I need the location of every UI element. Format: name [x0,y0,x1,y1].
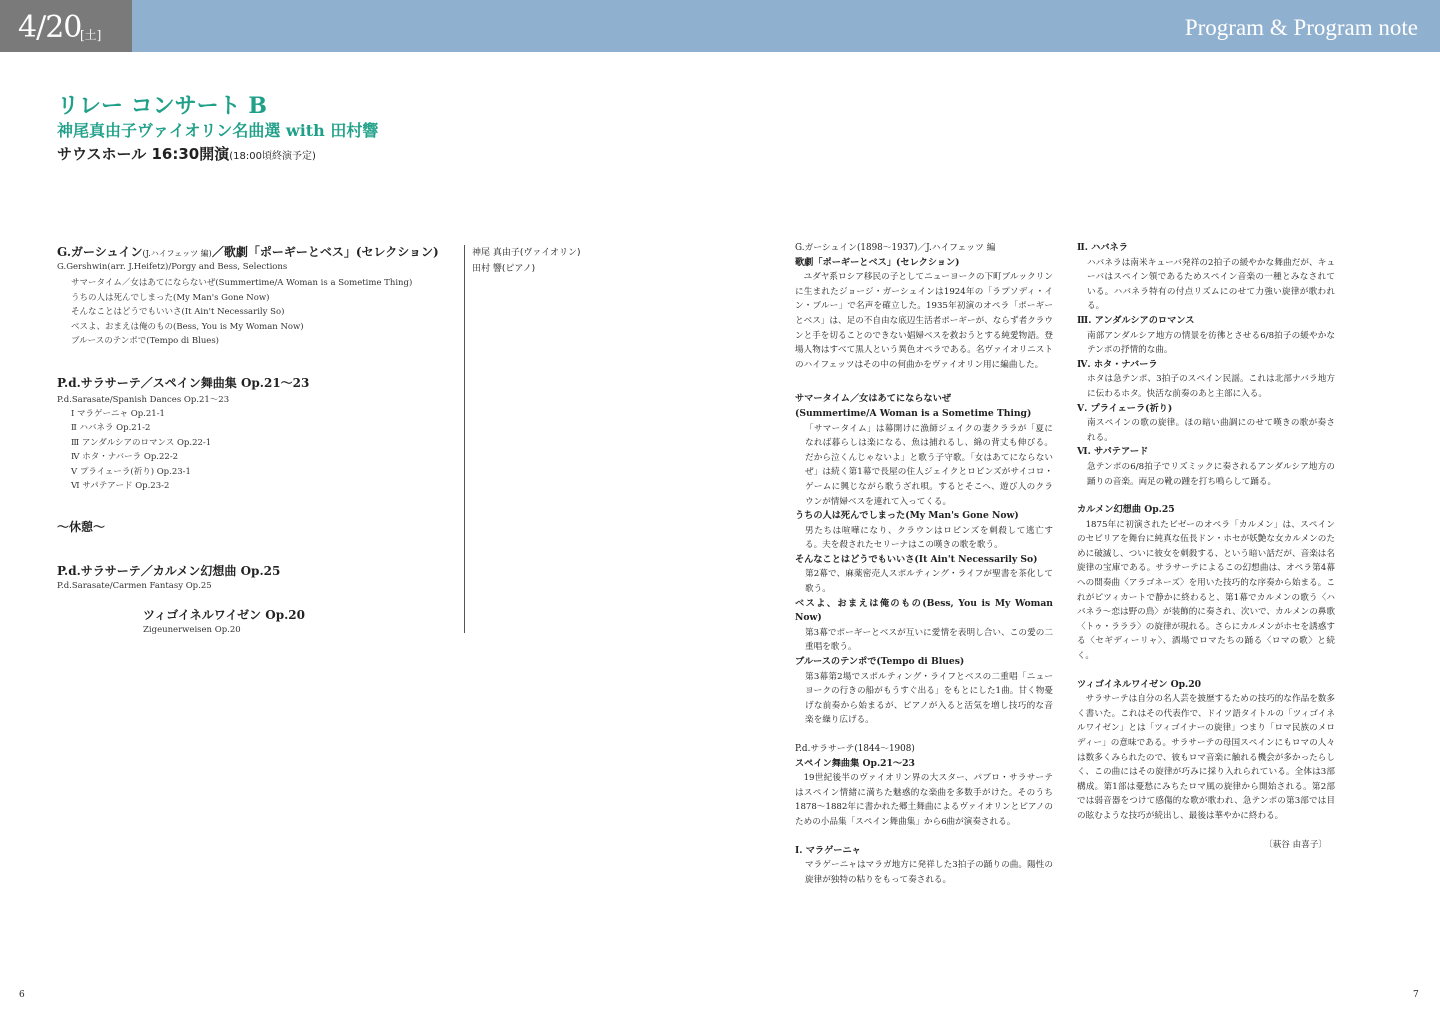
note-gershwin-title: 歌劇「ポーギーとベス」(セレクション) [795,256,960,268]
note-author: 〔萩谷 由喜子〕 [1264,839,1327,850]
note-playera-body: 南スペインの歌の旋律。ほの暗い曲調にのせて嘆きの歌が奏される。 [1087,418,1335,443]
gershwin-arranger: (J.ハイフェッツ 編) [142,249,212,258]
page-number-left: 6 [19,990,25,1000]
performer-piano: 田村 響(ピアノ) [472,264,536,274]
program-item: Ⅴ プライェーラ(祈り) Op.23-1 [71,467,191,477]
intermission: ～休憩～ [57,520,106,534]
note-playera-title: Ⅴ. プライェーラ(祈り) [1077,402,1173,414]
note-aint-title: そんなことはどうでもいいさ(It Ain't Necessarily So) [795,553,1038,565]
note-zapateado-title: Ⅵ. サパテアード [1077,446,1149,458]
note-sarasate-body: 19世紀後半のヴァイオリン界の大スター、パブロ・サラサーテはスペイン情緒に満ちた魅惑的な楽曲を多数手がけた。そのうち1878～1882年に書かれた郷土舞曲によるヴァイオリンとピアノのための小品集「スペイン舞曲集」から6曲が演奏される。 [795,773,1053,827]
note-aint-body: 第2幕で、麻薬密売人スポルティング・ライフが聖書を茶化して歌う。 [805,569,1053,595]
program-spanish-english: P.d.Sarasate/Spanish Dances Op.21～23 [57,395,230,405]
program-zigeuner-heading: ツィゴイネルワイゼン Op.20 [143,608,305,622]
program-carmen-english: P.d.Sarasate/Carmen Fantasy Op.25 [57,581,212,591]
note-habanera-body: ハバネラは南米キューバ発祥の2拍子の緩やかな舞曲だが、キューバはスペイン領であるためスペイン音楽の一種とみなされている。ハバネラ特有の付点リズムにのせて力強い旋律が歌われる。 [1087,257,1335,312]
program-item: Ⅳ ホタ・ナバーラ Op.22-2 [71,452,179,462]
note-summertime-title: サマータイム／女はあてにならないぜ [795,393,952,405]
note-zigeuner-body: サラサーテは自分の名人芸を披歴するための技巧的な作品を数多く書いた。これはその代表作で、ドイツ語タイトルの「ツィゴイネルワイゼン」とは「ツィゴイナーの旋律」つまり「ロマ民族のメロディー」の意味である。サラサーテの母国スペインにもロマの人々は数多くみられたので、彼もロマ音楽に触れる機会が多かったらしく、この曲にはその旋律が巧みに採り入れられている。全体は3部構成。第1部は憂愁にみちたロマ風の旋律から開始される。第2部では弱音器をつけて感傷的な歌が歌われ、急テンポの第3部では目の眩むような技巧が続出し、最後は華やかに終わる。 [1077,694,1335,821]
note-gershwin-composer: G.ガーシュイン(1898～1937)／J.ハイフェッツ 編 [795,243,996,253]
note-sarasate-title: スペイン舞曲集 Op.21～23 [795,757,915,769]
program-item: ブルースのテンポで(Tempo di Blues) [71,336,219,346]
note-gershwin-body: ユダヤ系ロシア移民の子としてニューヨークの下町ブルックリンに生まれたジョージ・ガーシュインは1924年の「ラプソディ・イン・ブルー」で名声を確立した。1935年初演のオペラ「ポーギーとベス」は、足の不自由な底辺生活者ポーギーが、ならず者クラウンと手を切ることのできない娼婦ベスを救おうとする純愛物語。登場人物はすべて黒人という異色オペラである。名ヴァイオリニストのハイフェッツはその中の何曲かをヴァイオリン用に編曲した。 [795,272,1053,370]
note-summertime-english: (Summertime/A Woman is a Sometime Thing) [795,407,1032,419]
concert-date: 4/20 [18,10,82,45]
program-item: Ⅱ ハバネラ Op.21-2 [71,423,151,433]
program-zigeuner-english: Zigeunerweisen Op.20 [143,625,241,635]
program-item: Ⅰ マラゲーニャ Op.21-1 [71,409,165,419]
program-item: そんなことはどうでもいいさ(It Ain't Necessarily So) [71,307,285,317]
note-habanera-title: Ⅱ. ハバネラ [1077,242,1128,253]
hall-time [57,143,316,164]
gershwin-work: ／歌劇「ポーギーとベス」(セレクション) [211,245,439,259]
note-blues-body: 第3幕第2場でスポルティング・ライフとベスの二重唱「ニューヨークの行きの船がもうすぐ出る」をもとにした1曲。甘く物憂げな前奏から始まるが、ピアノが入ると活気を増し技巧的な音楽を繰り広げる。 [805,671,1053,726]
note-jota-title: Ⅳ. ホタ・ナバーラ [1077,358,1158,370]
divider-line [464,245,465,633]
note-bess-body: 第3幕でポーギーとベスが互いに愛情を表明し合い、この愛の二重唱を歌う。 [805,627,1053,653]
note-romance-title: Ⅲ. アンダルシアのロマンス [1077,314,1195,326]
page-number-right: 7 [1413,990,1419,1000]
header-title: Program & Program note [1184,15,1418,40]
program-item: Ⅵ サパテアード Op.23-2 [71,481,170,491]
note-carmen-body: 1875年に初演されたビゼーのオペラ「カルメン」は、スペインのセビリアを舞台に純真な伍長ドン・ホセが妖艶な女カルメンのために破滅し、ついに彼女を刺殺する、という暗い話だが、音楽は名旋律の宝庫である。サラサーテによるこの幻想曲は、オペラ第4幕への間奏曲〈アラゴネーズ〉を用いた技巧的な序奏から始まる。これがピツィカートで静かに終わると、第1幕でカルメンの歌う〈ハバネラ～恋は野の鳥〉が装飾的に奏され、次いで、カルメンの鼻歌〈トゥ・ラララ〉の旋律が現れる。さらにカルメンがホセを誘惑する〈セギディーリャ〉、酒場でロマたちの踊る〈ロマの歌〉と続く。 [1077,519,1335,662]
program-gershwin-heading [57,243,439,260]
note-sarasate-composer: P.d.サラサーテ(1844～1908) [795,744,915,754]
note-carmen-title: カルメン幻想曲 Op.25 [1077,504,1175,516]
notes-column-2 [1077,241,1335,852]
concert-day: [土] [80,28,102,42]
note-zapateado-body: 急テンポの6/8拍子でリズミックに奏されるアンダルシア地方の踊りの音楽。両足の靴の踵を打ち鳴らして踊る。 [1087,461,1335,487]
notes-column-1 [795,241,1053,887]
note-mymans-body: 男たちは喧嘩になり、クラウンはロビンズを刺殺して逃亡する。夫を殺されたセリーナはこの嘆きの歌を歌う。 [805,525,1053,551]
note-summertime-body: 「サマータイム」は幕開けに漁師ジェイクの妻クララが「夏になれば暮らしは楽になる、魚は捕れるし、綿の背丈も伸びる。だから泣くんじゃないよ」と歌う子守歌。「女はあてにならないぜ」は続く第1幕で長屋の住人ジェイクとロビンズがサイコロ・ゲームに興じながら歌うざれ唄。するとそこへ、遊び人のクラウンが情婦ベスを連れて入ってくる。 [805,423,1053,507]
note-blues-title: ブルースのテンポで(Tempo di Blues) [795,656,965,668]
gershwin-composer: G.ガーシュイン [57,245,143,259]
note-romance-body: 南部アンダルシア地方の情景を彷彿とさせる6/8拍子の緩やかなテンポの抒情的な曲。 [1087,330,1335,356]
program-item: Ⅲ アンダルシアのロマンス Op.22-1 [71,438,212,448]
note-malaguena-body: マラゲーニャはマラガ地方に発祥した3拍子の踊りの曲。陽性の旋律が独特の粘りをもって奏される。 [805,860,1053,885]
note-mymans-title: うちの人は死んでしまった(My Man's Gone Now) [795,510,1019,522]
program-carmen-heading: P.d.サラサーテ／カルメン幻想曲 Op.25 [57,564,281,578]
program-item: うちの人は死んでしまった(My Man's Gone Now) [71,293,270,303]
note-malaguena-title: Ⅰ. マラゲーニャ [795,844,861,856]
program-spanish-heading: P.d.サラサーテ／スペイン舞曲集 Op.21～23 [57,376,310,390]
note-jota-body: ホタは急テンポ、3拍子のスペイン民謡。これは北部ナバラ地方に伝わるホタ。快活な前奏のあと主部に入る。 [1087,374,1335,399]
note-zigeuner-title: ツィゴイネルワイゼン Op.20 [1077,678,1202,690]
program-item: ベスよ、おまえは俺のもの(Bess, You is My Woman Now) [71,322,304,332]
program-item: サマータイム／女はあてにならないぜ(Summertime/A Woman is a Sometime Thing) [71,278,413,288]
hall-label: サウスホール 16:30開演 [57,145,230,163]
concert-subtitle: 神尾真由子ヴァイオリン名曲選 with 田村響 [57,121,379,140]
end-note: (18:00頃終演予定) [229,151,316,162]
note-bess-title: ベスよ、おまえは俺のもの(Bess, You is My Woman Now) [795,597,1053,624]
concert-title: リレー コンサート B [57,93,267,119]
performer-violin: 神尾 真由子(ヴァイオリン) [472,248,581,258]
program-gershwin-english: G.Gershwin(arr. J.Heifetz)/Porgy and Bess, Selections [57,262,288,272]
date-box [0,0,132,52]
